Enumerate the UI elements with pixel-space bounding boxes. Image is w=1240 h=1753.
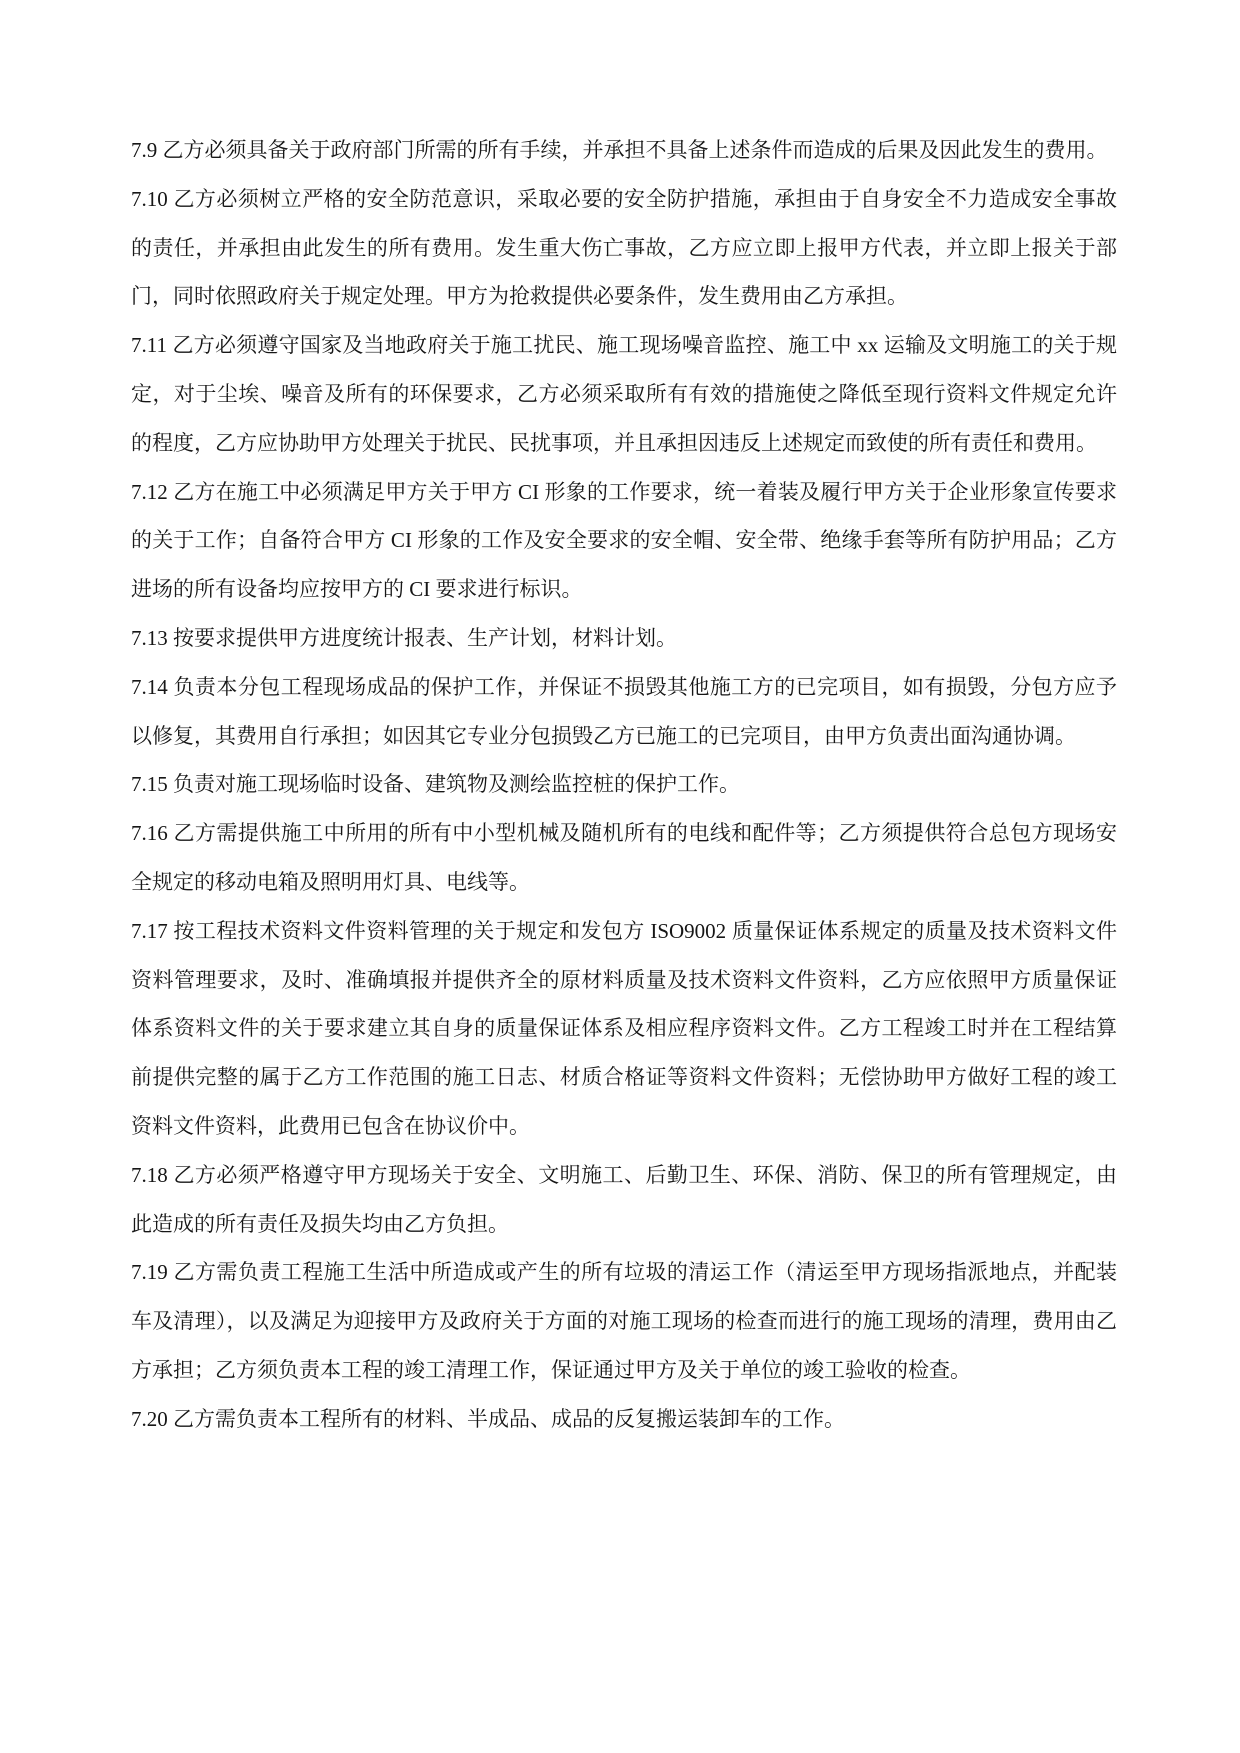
clause-number: 7.15 [131, 772, 168, 797]
clause-7-16 [131, 809, 1117, 907]
clause-7-13 [131, 614, 1117, 663]
clause-text: 乙方必须遵守国家及当地政府关于施工扰民、施工现场噪音监控、施工中 xx 运输及文明施工的关于规定，对于尘埃、噪音及所有的环保要求，乙方必须采取所有有效的措施使之降低至现行资料文件规定允许的程度，乙方应协助甲方处理关于扰民、民扰事项，并且承担因违反上述规定而致使的所有责任和费用。 [131, 333, 1118, 455]
clause-text: 按要求提供甲方进度统计报表、生产计划，材料计划。 [173, 625, 677, 650]
clause-text: 乙方必须树立严格的安全防范意识，采取必要的安全防护措施，承担由于自身安全不力造成安全事故的责任，并承担由此发生的所有费用。发生重大伤亡事故，乙方应立即上报甲方代表，并立即上报关于部门，同时依照政府关于规定处理。甲方为抢救提供必要条件，发生费用由乙方承担。 [131, 186, 1118, 309]
clause-number: 7.13 [131, 625, 168, 650]
clause-text: 负责本分包工程现场成品的保护工作，并保证不损毁其他施工方的已完项目，如有损毁，分包方应予以修复，其费用自行承担；如因其它专业分包损毁乙方已施工的已完项目，由甲方负责出面沟通协调。 [131, 674, 1118, 748]
clause-number: 7.17 [131, 918, 168, 943]
clause-number: 7.11 [131, 333, 167, 358]
clause-number: 7.20 [131, 1406, 168, 1431]
clause-7-18 [131, 1151, 1117, 1249]
clause-7-14 [131, 663, 1117, 761]
clause-7-10 [131, 175, 1117, 321]
clause-7-9 [131, 126, 1117, 175]
clause-text: 负责对施工现场临时设备、建筑物及测绘监控桩的保护工作。 [173, 772, 740, 797]
clause-text: 乙方需提供施工中所用的所有中小型机械及随机所有的电线和配件等；乙方须提供符合总包方现场安全规定的移动电箱及照明用灯具、电线等。 [131, 821, 1118, 894]
document-page [131, 126, 1117, 1444]
clause-text: 乙方在施工中必须满足甲方关于甲方 CI 形象的工作要求，统一着装及履行甲方关于企业形象宣传要求的关于工作；自备符合甲方 CI 形象的工作及安全要求的安全帽、安全带、绝缘手套等所有防护用品；乙方进场的所有设备均应按甲方的 CI 要求进行标识。 [131, 479, 1118, 602]
clause-text: 乙方需负责本工程所有的材料、半成品、成品的反复搬运装卸车的工作。 [173, 1406, 845, 1431]
clause-7-12 [131, 468, 1117, 614]
clause-number: 7.18 [131, 1162, 168, 1187]
clause-7-11 [131, 321, 1117, 467]
clause-number: 7.16 [131, 821, 168, 846]
clause-7-15 [131, 760, 1117, 809]
clause-7-17 [131, 907, 1117, 1151]
clause-text: 乙方需负责工程施工生活中所造成或产生的所有垃圾的清运工作（清运至甲方现场指派地点，并配装车及清理），以及满足为迎接甲方及政府关于方面的对施工现场的检查而进行的施工现场的清理，费用由乙方承担；乙方须负责本工程的竣工清理工作，保证通过甲方及关于单位的竣工验收的检查。 [131, 1260, 1118, 1382]
clause-text: 乙方必须具备关于政府部门所需的所有手续，并承担不具备上述条件而造成的后果及因此发生的费用。 [162, 138, 1108, 162]
clause-number: 7.14 [131, 674, 168, 699]
clause-number: 7.10 [131, 186, 168, 211]
clause-text: 乙方必须严格遵守甲方现场关于安全、文明施工、后勤卫生、环保、消防、保卫的所有管理规定，由此造成的所有责任及损失均由乙方负担。 [131, 1162, 1118, 1236]
clause-text: 按工程技术资料文件资料管理的关于规定和发包方 ISO9002 质量保证体系规定的质量及技术资料文件资料管理要求，及时、准确填报并提供齐全的原材料质量及技术资料文件资料，乙方应依照甲方质量保证体系资料文件的关于要求建立其自身的质量保证体系及相应程序资料文件。乙方工程竣工时并在工程结算前提供完整的属于乙方工作范围的施工日志、材质合格证等资料文件资料；无偿协助甲方做好工程的竣工资料文件资料，此费用已包含在协议价中。 [131, 918, 1117, 1138]
clause-number: 7.19 [131, 1260, 168, 1285]
clause-number: 7.9 [131, 138, 158, 162]
clause-7-19 [131, 1248, 1117, 1394]
clause-number: 7.12 [131, 479, 168, 504]
clause-7-20 [131, 1395, 1117, 1444]
